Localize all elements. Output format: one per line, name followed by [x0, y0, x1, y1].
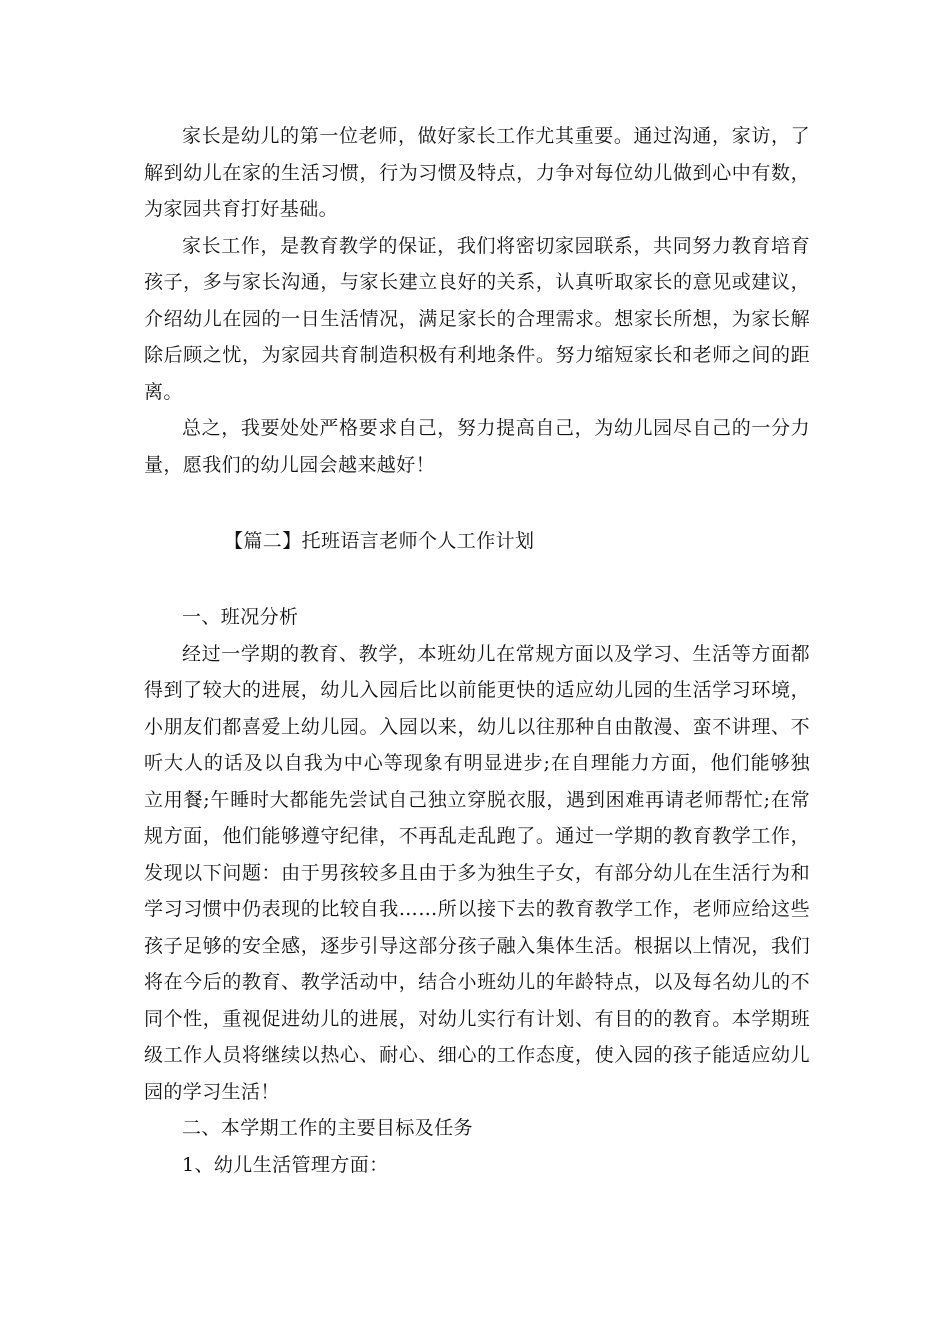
section2-heading: 二、本学期工作的主要目标及任务 — [182, 1117, 474, 1139]
intro-paragraph-1: 家长是幼儿的第一位老师，做好家长工作尤其重要。通过沟通，家访，了解到幼儿在家的生活习惯，行为习惯及特点，力争对每位幼儿做到心中有数，为家园共育打好基础。 — [144, 125, 810, 220]
document-page — [144, 118, 810, 1183]
intro-paragraph-3: 总之，我要处处严格要求自己，努力提高自己，为幼儿园尽自己的一分力量，愿我们的幼儿园会越来越好！ — [144, 417, 810, 476]
section1-body: 经过一学期的教育、教学，本班幼儿在常规方面以及学习、生活等方面都得到了较大的进展，幼儿入园后比以前能更快的适应幼儿园的生活学习环境，小朋友们都喜爱上幼儿园。入园以来，幼儿以往那种自由散漫、蛮不讲理、不听大人的话及以自我为中心等现象有明显进步;在自理能力方面，他们能够独立用餐;午睡时大都能先尝试自己独立穿脱衣服，遇到困难再请老师帮忙;在常规方面，他们能够遵守纪律，不再乱走乱跑了。通过一学期的教育教学工作，发现以下问题：由于男孩较多且由于多为独生子女，有部分幼儿在生活行为和学习习惯中仍表现的比较自我……所以接下去的教育教学工作，老师应给这些孩子足够的安全感，逐步引导这部分孩子融入集体生活。根据以上情况，我们将在今后的教育、教学活动中，结合小班幼儿的年龄特点，以及每名幼儿的不同个性，重视促进幼儿的进展，对幼儿实行有计划、有目的的教育。本学期班级工作人员将继续以热心、耐心、细心的工作态度，使入园的孩子能适应幼儿园的学习生活！ — [144, 642, 810, 1103]
intro-paragraph-2: 家长工作，是教育教学的保证，我们将密切家园联系，共同努力教育培育孩子，多与家长沟通，与家长建立良好的关系，认真听取家长的意见或建议，介绍幼儿在园的一日生活情况，满足家长的合理需求。想家长所想，为家长解除后顾之忧，为家园共育制造积极有利地条件。努力缩短家长和老师之间的距离。 — [144, 234, 810, 403]
section1-heading: 一、班况分析 — [182, 606, 299, 628]
section-title: 【篇二】托班语言老师个人工作计划 — [224, 530, 535, 552]
section2-item-1: 1、幼儿生活管理方面： — [182, 1153, 389, 1176]
